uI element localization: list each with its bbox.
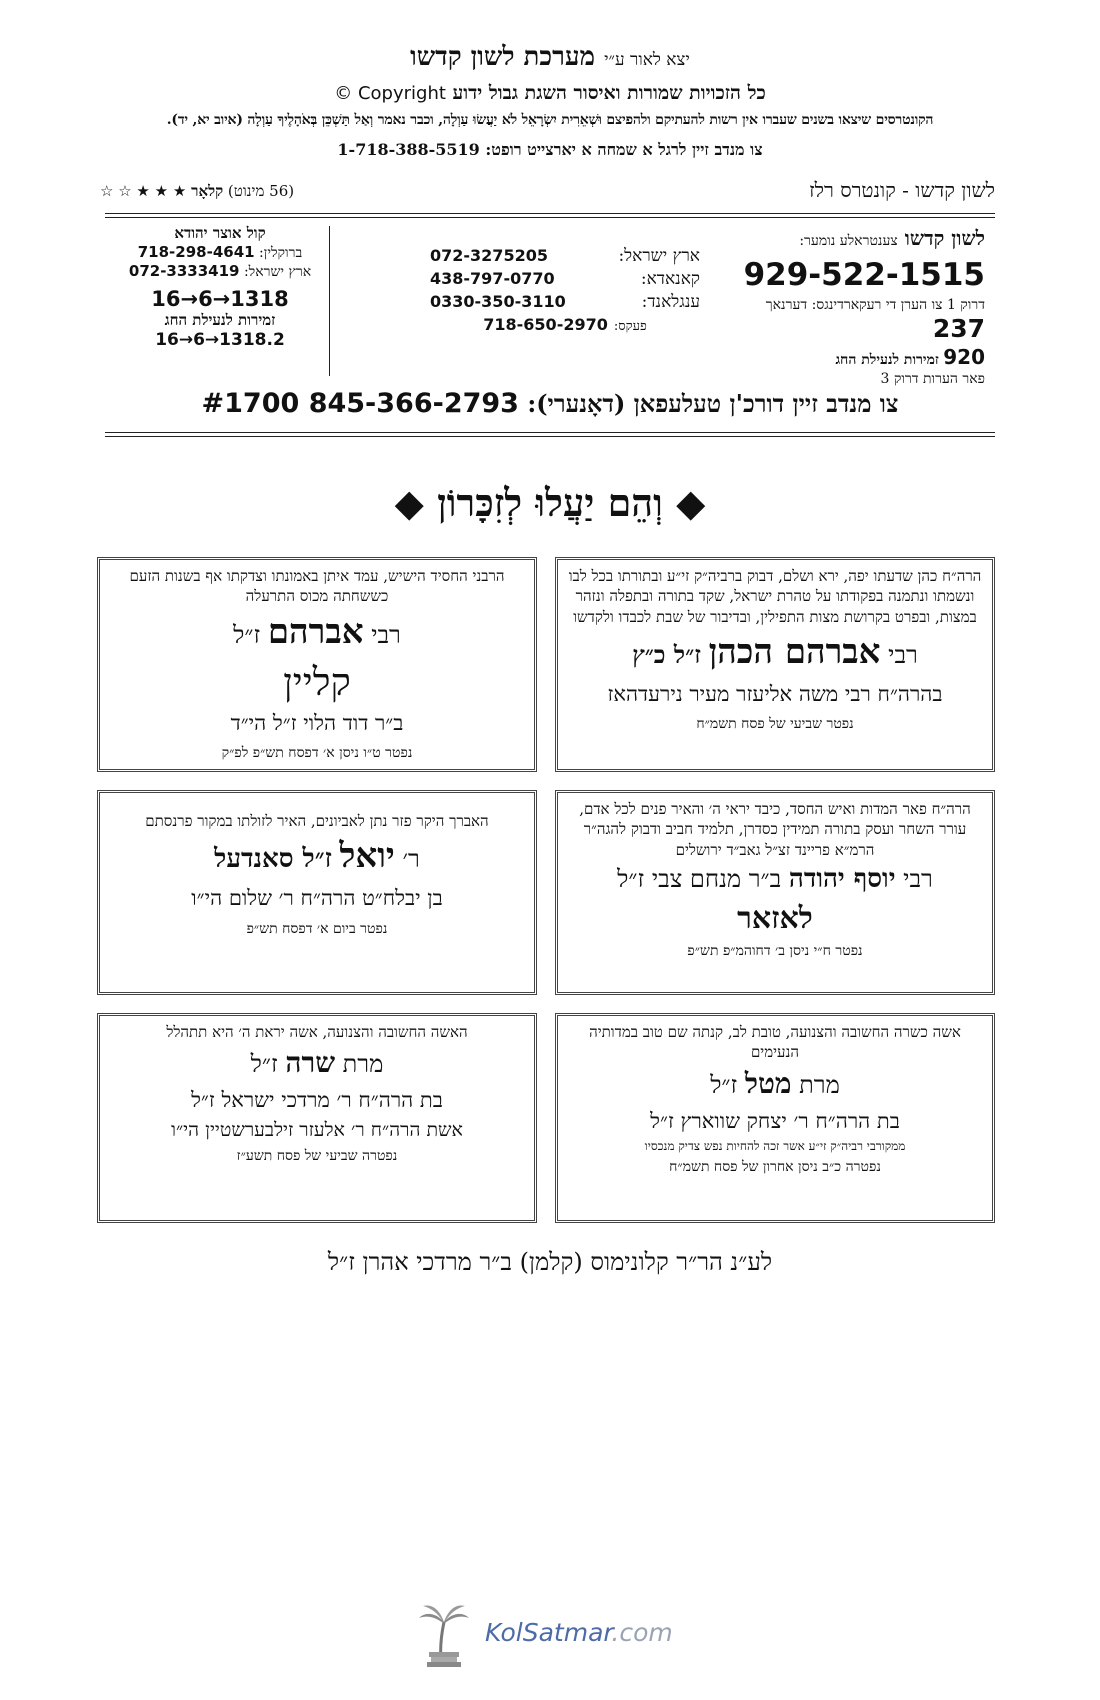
memorial-surname: לאזאר	[737, 900, 813, 936]
country-number[interactable]: 438-797-0770	[430, 269, 555, 288]
country-label: ארץ ישראל:	[618, 246, 700, 266]
country-label: קאנאדא:	[640, 269, 700, 289]
recordings-label: דרוק 1 צו הערן די רעקארדינגס: דערנאך	[765, 297, 985, 313]
memorial-surname: קליין	[283, 659, 351, 704]
recordings-number: 237	[932, 314, 985, 343]
memorial-box	[97, 790, 537, 995]
memorial-date: נפטר ט״ו ניסן א׳ דפסח תש״פ לפ״ק	[221, 745, 413, 762]
duration: (56 מינוט)	[227, 182, 295, 200]
name-prefix: מרת	[799, 1070, 840, 1099]
memorial-father: בת הרה״ח ר׳ מרדכי ישראל ז״ל	[191, 1088, 443, 1113]
brooklyn-line	[120, 243, 320, 262]
country-row	[430, 315, 700, 338]
memorial-name: יוסף יהודה	[788, 863, 896, 894]
name-suffix: ז״ל כ״ץ	[632, 639, 701, 669]
hotline-text: צו מנדב זיין דורכ'ן טעלעפאן (דאָנערי):	[527, 389, 899, 418]
central-number-block	[735, 226, 985, 388]
memorial-name-line	[568, 860, 982, 899]
divider-bottom	[105, 432, 995, 433]
name-suffix: ז״ל	[250, 1050, 278, 1079]
memorial-date: נפטרה שביעי של פסח תשע״ז	[236, 1147, 398, 1164]
memorial-father: ב״ר דוד הלוי ז״ל הי״ד	[230, 710, 404, 735]
memorial-date: נפטרה כ״ב ניסן אחרון של פסח תשמ״ח	[669, 1159, 881, 1176]
zemiros-number: 920	[943, 345, 985, 369]
memorial-name-line	[110, 607, 524, 658]
memorial-father: בן יבלח״ט הרה״ח ר׳ שלום הי״ו	[191, 886, 443, 911]
memorial-name-line	[568, 627, 982, 678]
issue-meta	[100, 182, 294, 201]
zemiros-line	[735, 345, 985, 369]
memorial-date: נפטר ביום א׳ דפסח תש״פ	[246, 920, 388, 937]
logo-tld: .com	[611, 1618, 673, 1647]
memorial-description: הרה״ח כהן שדעתו יפה, ירא ושלם, דבוק ברביה״ק זי״ע ובתורתו בכל לבו ונשמתו ונתמנה בפקודתו על טהרת ישראל, שקד בתורה ובתפלה ונזהר במצות, ובפרט בקרושת מצות התפילין, ובדיבור של שבת לכבדו ולקדשו	[568, 567, 982, 626]
name-prefix: מרת	[342, 1050, 384, 1079]
divider-top-2	[105, 217, 995, 218]
country-row	[430, 269, 700, 292]
brooklyn-label: ברוקלין:	[259, 245, 303, 261]
country-label: ענגלאנד:	[641, 292, 700, 312]
rights-text: כל הזכויות שמורות ואיסור השגת גבול ידוע	[452, 82, 766, 104]
memorial-box	[555, 790, 995, 995]
name-prefix: ר׳	[402, 845, 420, 874]
country-number[interactable]: 0330-350-3110	[430, 292, 566, 311]
hotline-number[interactable]: 845-366-2793 #1700	[201, 388, 519, 419]
memorial-name-line	[568, 1063, 982, 1105]
palm-tree-icon	[415, 1600, 473, 1668]
memorial-extra: אשת הרה״ח ר׳ אלעזר זילבערשטיין הי״ו	[171, 1118, 463, 1141]
name-suffix: ז״ל סאנדעל	[214, 844, 332, 875]
kol-otzar-block	[120, 224, 320, 350]
extension-code-2: 16→6→1318.2	[155, 330, 285, 350]
publisher-name: מערכת לשון קדשו	[410, 42, 596, 72]
memorial-name: יואל	[339, 836, 395, 877]
issue-row	[100, 178, 995, 206]
publisher-line	[0, 42, 1100, 72]
clarity-label: קלאָר	[191, 182, 224, 200]
rights-line	[0, 82, 1100, 105]
memorial-description: האברך היקר פזר נתן לאביונים, האיר לזולתו במקור פרנסתם	[145, 812, 489, 830]
central-title-line	[735, 226, 985, 251]
country-numbers	[430, 246, 700, 338]
rating-stars: ★ ★ ★ ☆ ☆	[100, 182, 187, 200]
brooklyn-number[interactable]: 718-298-4641	[137, 243, 255, 261]
memorial-description: אשה כשרה החשובה והצנועה, טובת לב, קנתה שם טוב במדותיה הנעימים	[589, 1023, 961, 1062]
name-suffix: ב״ר מנחם צבי ז״ל	[617, 864, 782, 893]
memorial-box	[97, 557, 537, 772]
zemiros-label: זמירות לנעילת החג	[835, 352, 939, 368]
notes-line: פאר הערות דרוק 3	[880, 371, 985, 387]
memorial-date: נפטר ח״י ניסן ב׳ דחוהמ״פ תש״פ	[687, 942, 863, 959]
memorial-name-line	[110, 1042, 524, 1084]
logo-text	[485, 1618, 673, 1647]
fax-number[interactable]: 718-650-2970	[483, 315, 608, 334]
memorial-box	[555, 557, 995, 772]
memorial-name: אברהם	[267, 611, 364, 652]
memorial-title: ◆ וְהֵם יַעֲלוּ לְזִכָּרוֹן ◆	[394, 480, 706, 525]
column-divider	[329, 226, 330, 376]
country-row	[430, 246, 700, 269]
fax-label: פעקס:	[613, 319, 647, 334]
divider-bottom-2	[105, 436, 995, 437]
kolsatmar-logo[interactable]	[415, 1600, 685, 1670]
kol-otzar-title: קול אוצר יהודא	[174, 224, 266, 242]
country-number[interactable]: 072-3275205	[430, 246, 548, 265]
copyright-text: Copyright ©	[334, 83, 446, 104]
israel-label: ארץ ישראל:	[243, 264, 312, 280]
central-phone[interactable]: 929-522-1515	[743, 257, 985, 293]
publisher-prefix: יצא לאור ע״י	[604, 50, 690, 70]
memorial-father: בהרה״ח רבי משה אליעזר מעיר נירעדהאז	[607, 681, 943, 706]
memorial-box	[555, 1013, 995, 1223]
donor-line: צו מנדב זיין לרגל א שמחה א יארצייט רופט: 1-718-388-5519	[337, 140, 763, 159]
memorial-extra: ממקורבי רביה״ק זי״ע אשר זכה להחיות נפש צדיק מנכסיו	[644, 1139, 906, 1154]
memorial-description: הרבני החסיד הישיש, עמד איתן באמונתו וצדקתו אף בשנות הזעם כששחתה מכוס התרעלה	[129, 567, 505, 606]
central-title: לשון קדשו	[904, 226, 985, 250]
name-suffix: ז״ל	[710, 1070, 738, 1099]
issue-title: לשון קדשו - קונטרס רלז	[809, 178, 995, 202]
donation-hotline	[0, 388, 1100, 419]
recordings-line	[735, 297, 985, 343]
israel-line	[120, 262, 320, 281]
dedication-footer: לע״נ הר״ר קלונימוס (קלמן) ב״ר מרדכי אהרן ז״ל	[327, 1248, 773, 1276]
memorial-name: מטל	[744, 1066, 792, 1100]
name-prefix: רבי	[888, 640, 918, 669]
memorial-name: אברהם הכהן	[708, 631, 881, 672]
logo-brand: KolSatmar	[485, 1618, 612, 1647]
copy-notice: הקונטרסים שיצאו בשנים שעברו אין רשות להעתיקם ולהפיצם וּשְׁאֵרִית יִשְׂרָאֵל לֹא יַעֲשׂוּ עַוְלָה, וכבר נאמר וְאַל תַּשְׁכֵּן בְּאֹהָלֶיךָ עַוְלָה (איוב יא, יד).	[166, 112, 934, 128]
memorial-name: שרה	[285, 1046, 336, 1080]
country-row	[430, 292, 700, 315]
israel-number[interactable]: 072-3333419	[128, 262, 240, 280]
central-subtitle: צענטראלע נומער:	[799, 233, 898, 249]
memorial-date: נפטר שביעי של פסח תשמ״ח	[696, 716, 854, 733]
memorial-father: בת הרה״ח ר׳ יצחק שווארץ ז״ל	[650, 1108, 900, 1133]
memorial-description: האשה החשובה והצנועה, אשה יראת ה׳ היא תתהלל	[166, 1023, 468, 1041]
kol-otzar-zemiros: זמירות לנעילת החג	[164, 311, 276, 329]
name-suffix: ז״ל	[233, 620, 261, 649]
memorial-name-line	[110, 831, 524, 882]
name-prefix: רבי	[371, 620, 401, 649]
extension-code: 16→6→1318	[151, 287, 289, 311]
memorial-description: הרה״ח פאר המדות ואיש החסד, כיבד יראי ה׳ והאיר פנים לכל אדם, עורר השחר ועסק בתורה תמידין כסדרן, תלמיד חביב ודבוק להגה״ר הרמ״א פריינד זצ״ל גאב״ד ירושלים	[579, 800, 971, 859]
memorial-box	[97, 1013, 537, 1223]
name-prefix: רבי	[903, 864, 933, 893]
divider-top	[105, 213, 995, 214]
